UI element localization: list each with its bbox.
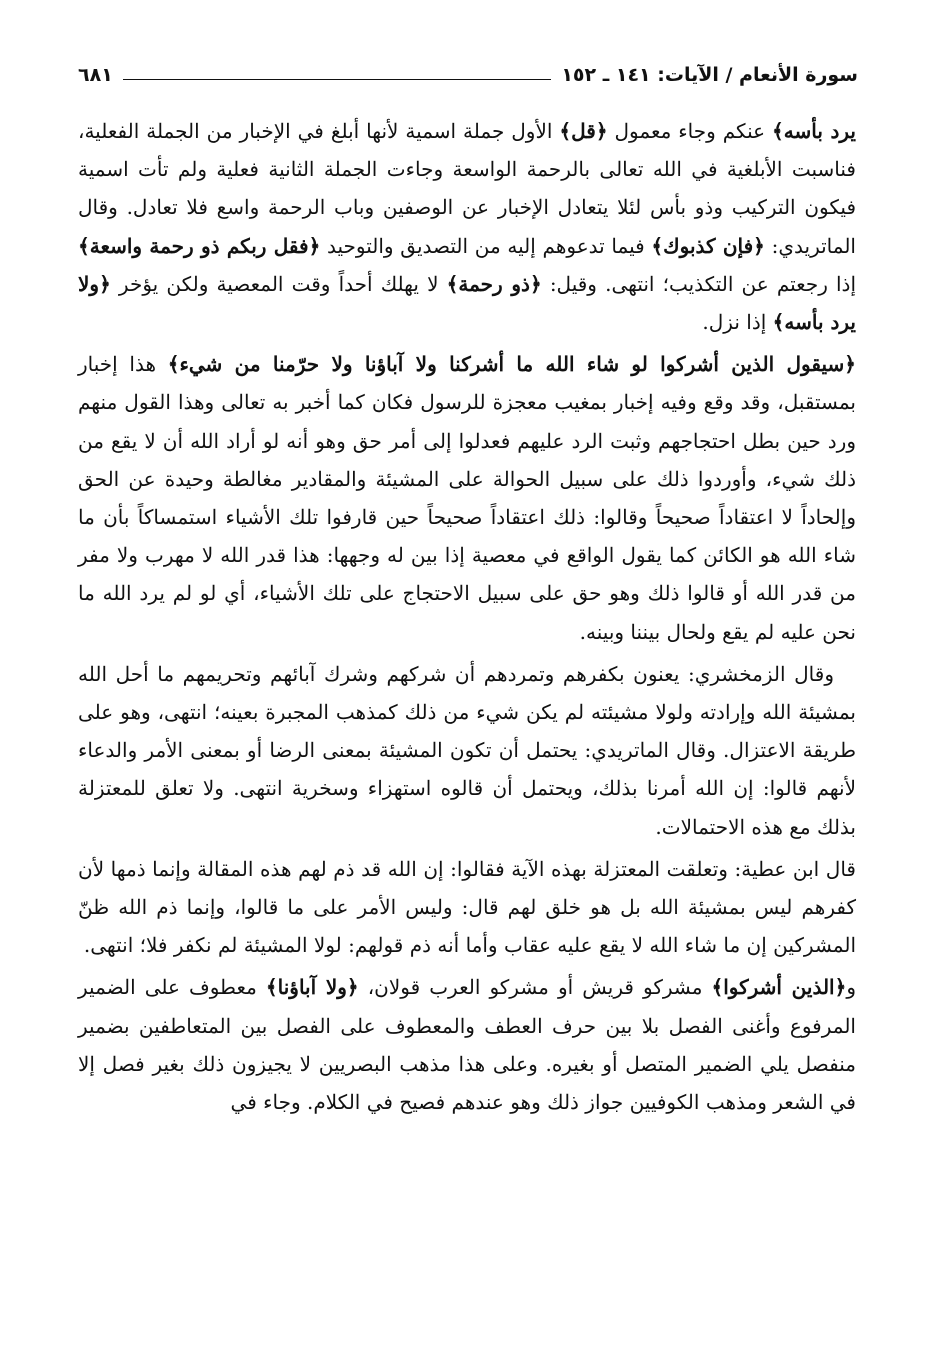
quranic-quote: ﴿ولا آباؤنا﴾ — [265, 975, 359, 1000]
commentary-text: مشركو قريش أو مشركو العرب قولان، — [358, 975, 712, 1000]
commentary-text: معطوف على الضمير المرفوع وأغنى الفصل بلا بين حرف العطف والمعطوف على الفصل بين المتعاطفين بضمير منفصل يلي الضمير المتصل أو بغيره. وعلى هذا مذهب البصريين لا يجيزون ذلك بغير فصل إلا في الشعر ومذهب الكوفيين جواز ذلك وهو عندهم فصيح في الكلام. وجاء في — [78, 975, 856, 1115]
quranic-quote: يرد بأسه﴾ — [772, 119, 856, 143]
quranic-quote: ﴿ذو رحمة﴾ — [446, 271, 542, 296]
paragraph — [78, 112, 856, 341]
page-header — [78, 58, 858, 92]
quranic-quote: ﴿قل﴾ — [559, 119, 608, 143]
surah-title: سورة الأنعام / الآيات: ١٤١ ـ ١٥٢ — [561, 64, 858, 86]
commentary-text: إذا نزل. — [702, 310, 773, 335]
paragraph — [78, 968, 856, 1121]
page-number: ٦٨١ — [78, 64, 113, 86]
commentary-text: عنكم وجاء معمول — [607, 119, 773, 143]
quranic-quote: ﴿الذين أشركوا﴾ — [711, 975, 847, 1000]
quranic-quote: ﴿فقل ربكم ذو رحمة واسعة﴾ — [78, 233, 321, 258]
header-rule — [123, 79, 552, 80]
paragraph — [78, 850, 856, 965]
commentary-text: هذا إخبار بمستقبل، وقد وقع وفيه إخبار بمغيب معجزة للرسول فكان كما أخبر به تعالى وهذا القول منهم ورد حين بطل احتجاجهم وثبت الرد عليهم فعدلوا إلى أمر حق وهو أنه لو أراد الله أن لا يقع من ذلك شيء، وأوردوا ذلك على سبيل الحوالة على المشيئة والمقادير مغالطة وحيدة عن الحق وإلحاداً لا اعتقاداً صحيحاً وقالوا: ذلك اعتقاداً صحيحاً حين قارفوا تلك الأشياء استمساكاً بأن ما شاء الله هو الكائن كما يقول الواقع في معصية إذا بين له وجهها: هذا قدر الله لا مهرب ولا مفر من قدر الله أو قالوا ذلك وهو حق على سبيل الاحتجاج على تلك الأشياء، أي لو لم يرد الله ما نحن عليه لم يقع ولحال بيننا وبينه. — [78, 352, 856, 644]
commentary-text: لا يهلك أحداً وقت المعصية ولكن يؤخر — [110, 271, 447, 296]
commentary-text: وقال الزمخشري: يعنون بكفرهم وتمردهم أن شركهم وشرك آبائهم وتحريمهم ما أحل الله بمشيئة الله وإرادته ولولا مشيئته لم يكن شيء من ذلك كمذهب المجبرة بعينه؛ انتهى، وهو على طريقة الاعتزال. وقال الماتريدي: يحتمل أن تكون المشيئة بمعنى الرضا أو بمعنى الأمر والدعاء لأنهم قالوا: إن الله أمرنا بذلك، ويحتمل أن قالوه استهزاء وسخرية انتهى. ولا تعلق للمعتزلة بذلك مع هذه الاحتمالات. — [78, 661, 856, 839]
commentary-text: إذا رجعتم عن التكذيب؛ انتهى. وقيل: — [541, 271, 857, 296]
commentary-text: و — [846, 975, 856, 1000]
commentary-text: قال ابن عطية: وتعلقت المعتزلة بهذه الآية فقالوا: إن الله قد ذم لهم هذه المقالة وإنما ذمها لأن كفرهم ليس بمشيئة الله بل هو خلق لهم قال: وليس الأمر على ما قالوا، وإنما ذم الله ظنّ المشركين إن ما شاء الله لا يقع عليه عقاب وأما أنه ذم قولهم: لولا المشيئة لم نكفر فلا؛ انتهى. — [78, 856, 856, 958]
quranic-quote: ﴿فإن كذبوك﴾ — [651, 233, 765, 258]
quranic-quote: ﴿ولا يرد بأسه﴾ — [78, 271, 856, 335]
commentary-text: الأول جملة اسمية لأنها أبلغ في الإخبار من الجملة الفعلية، فناسبت الأبلغية في الله تعالى بالرحمة الواسعة وجاءت الجملة الثانية فعلية ولم تأت اسمية فيكون التركيب وذو بأس لئلا يتعادل الإخبار عن الوصفين وباب الرحمة واسع فلا تعادل. وقال الماتريدي: — [78, 119, 856, 258]
page-body — [78, 112, 856, 1121]
paragraph — [78, 345, 856, 651]
quranic-quote: ﴿سيقول الذين أشركوا لو شاء الله ما أشركنا ولا آباؤنا ولا حرّمنا من شيء﴾ — [167, 352, 856, 377]
paragraph — [78, 655, 856, 846]
commentary-text: فيما تدعوهم إليه من التصديق والتوحيد — [320, 233, 652, 258]
